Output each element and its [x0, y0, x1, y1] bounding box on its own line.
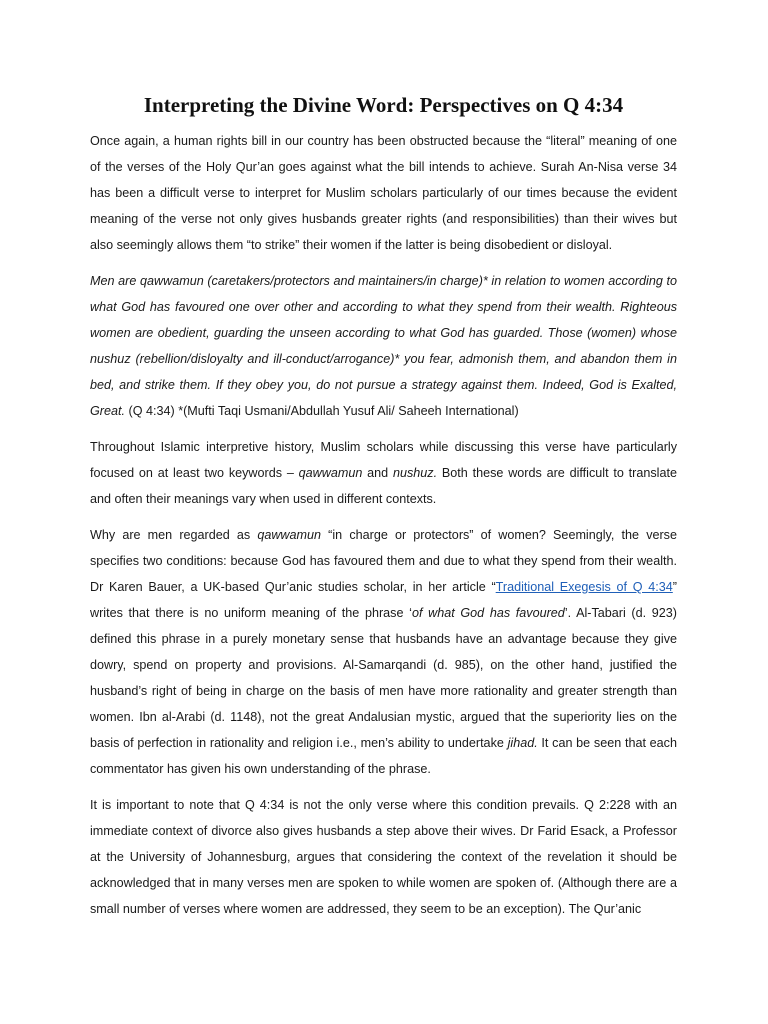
- text-segment: Throughout Islamic interpretive history, Muslim scholars while discussing this verse have particularly focused on at least two keywords –: [90, 440, 677, 480]
- article-link[interactable]: Traditional Exegesis of Q 4:34: [495, 580, 673, 594]
- term-jihad: jihad.: [507, 736, 538, 750]
- paragraph-keywords: [90, 434, 677, 512]
- text-segment: and: [362, 466, 393, 480]
- quran-quote-text: Men are qawwamun (caretakers/protectors and maintainers/in charge)* in relation to women according to what God has favoured one over other and according to what they spend from their wealth. Righteous women are obedient, guarding the unseen according to what God has guarded. Those (women) whose nushuz (rebellion/disloyalty and ill-conduct/arrogance)* you fear, admonish them, and abandon them in bed, and strike them. If they obey you, do not pursue a strategy against them. Indeed, God is Exalted, Great.: [90, 274, 677, 418]
- text-segment: Both these words are difficult to translate and often their meanings vary when used in different contexts.: [90, 466, 677, 506]
- text-segment: Why are men regarded as: [90, 528, 258, 542]
- paragraph-intro: Once again, a human rights bill in our country has been obstructed because the “literal” meaning of one of the verses of the Holy Qur’an goes against what the bill intends to achieve. Surah An-Nisa verse 34 has been a difficult verse to interpret for Muslim scholars particularly of our times because the evident meaning of the verse not only gives husbands greater rights (and responsibilities) than their wives but also seemingly allows them “to strike” their women if the latter is being disobedient or disloyal.: [90, 134, 677, 252]
- document-page: [90, 90, 677, 932]
- paragraph-qawwamun: [90, 522, 677, 782]
- term-nushuz: nushuz.: [392, 466, 438, 480]
- quran-quote-paragraph: [90, 268, 677, 424]
- text-segment: “in charge or protectors” of women? Seemingly, the verse specifies two conditions: because God has favoured them and due to what they spend from their wealth. Dr Karen Bauer, a UK-based Qur’anic studies scholar, in her article “: [90, 528, 677, 594]
- paragraph-condition: It is important to note that Q 4:34 is not the only verse where this condition prevails. Q 2:228 with an immediate context of divorce also gives husbands a step above their wives. Dr Farid Esack, a Professor at the University of Johannesburg, argues that considering the context of the revelation it should be acknowledged that in many verses men are spoken to while women are spoken of. (Although there are a small number of verses where women are addressed, they seem to be an exception). The Qur’anic: [90, 798, 677, 916]
- document-title: Interpreting the Divine Word: Perspectives on Q 4:34: [143, 93, 624, 117]
- term-qawwamun: qawwamun: [298, 466, 363, 480]
- text-segment: It can be seen that each commentator has given his own understanding of the phrase.: [90, 736, 677, 776]
- phrase-favoured: of what God has favoured: [411, 606, 565, 620]
- text-segment: ” writes that there is no uniform meaning of the phrase ‘: [90, 580, 677, 620]
- text-segment: ’. Al-Tabari (d. 923) defined this phrase in a purely monetary sense that husbands have an advantage because they give dowry, spend on property and provisions. Al-Samarqandi (d. 985), on the other hand, justified the husband’s right of being in charge on the basis of men have more rationality and greater strength than women. Ibn al-Arabi (d. 1148), not the great Andalusian mystic, argued that the superiority lies on the basis of perfection in rationality and religion i.e., men’s ability to undertake: [90, 606, 677, 750]
- quran-quote-citation: (Q 4:34) *(Mufti Taqi Usmani/Abdullah Yusuf Ali/ Saheeh International): [125, 404, 519, 418]
- term-qawwamun: qawwamun: [257, 528, 322, 542]
